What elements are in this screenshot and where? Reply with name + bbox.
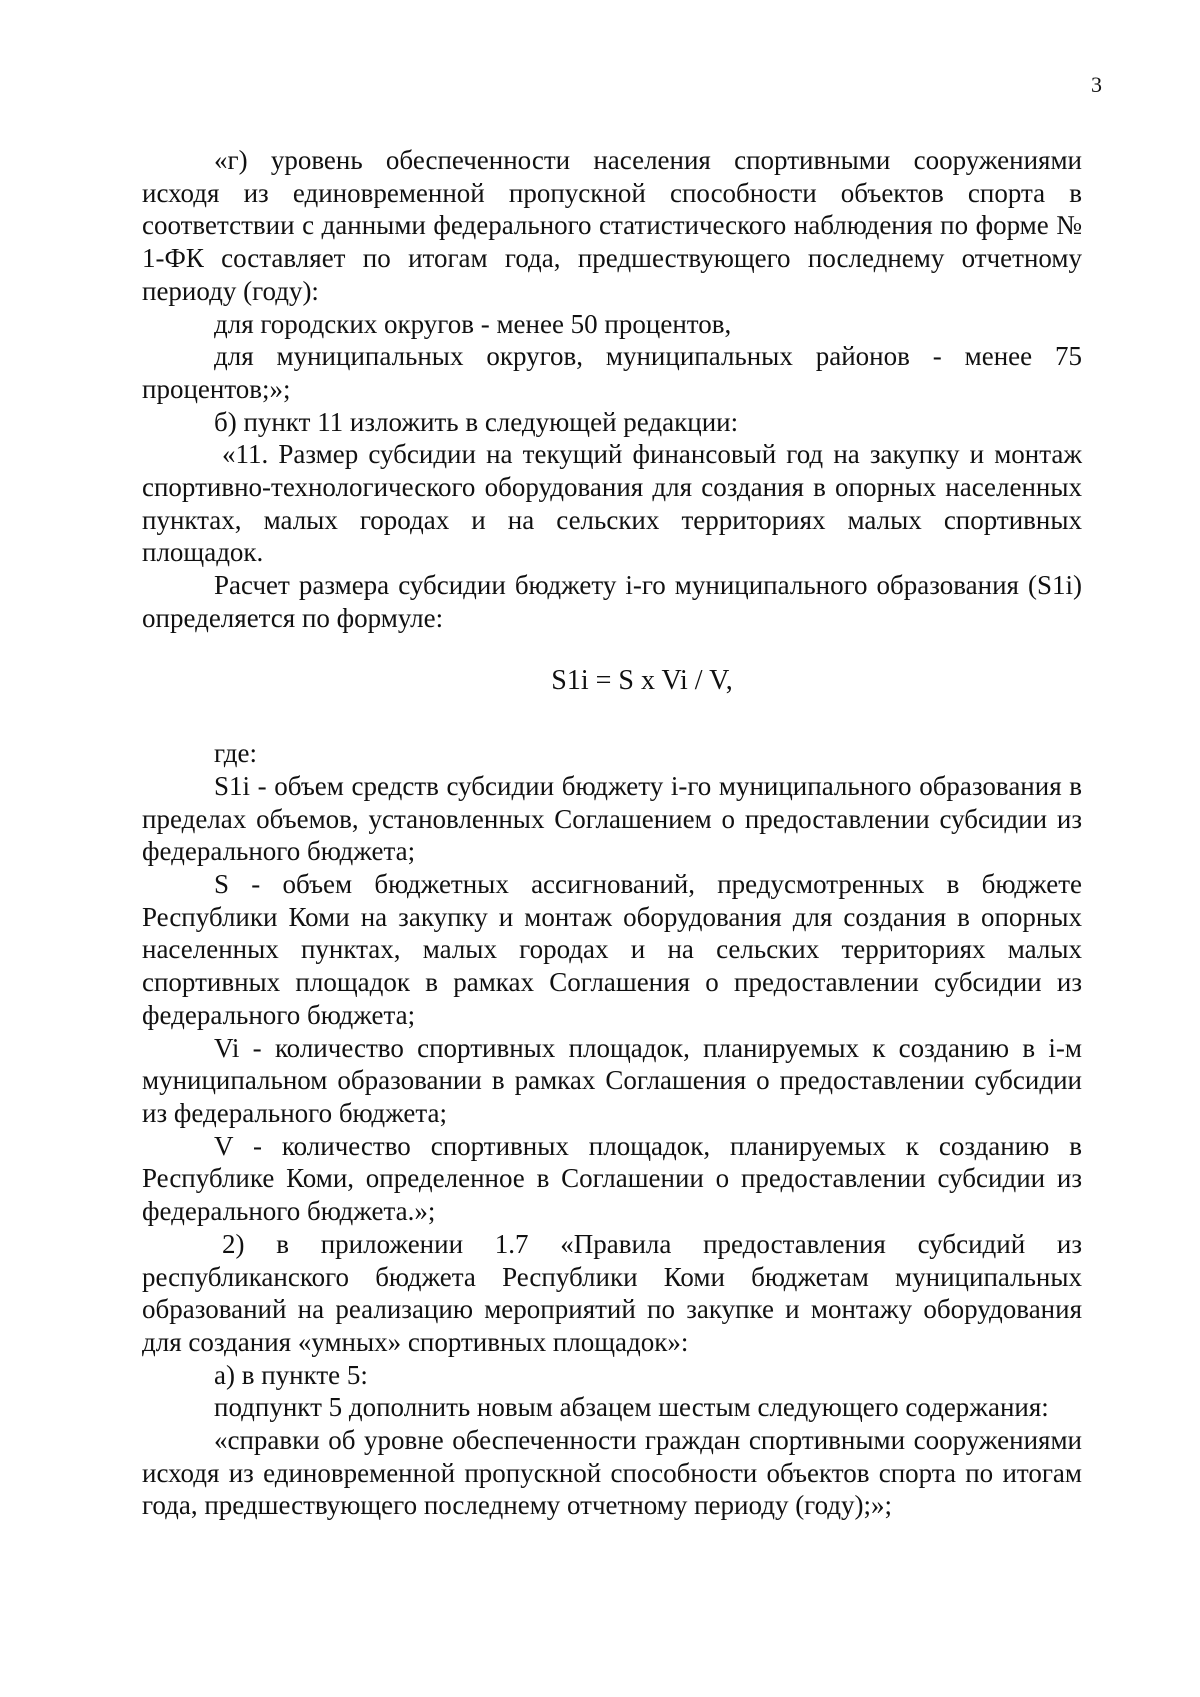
paragraph-city-districts: для городских округов - менее 50 процентов, (214, 308, 732, 339)
page-number: 3 (1091, 72, 1102, 97)
paragraph-subpoint-5: подпункт 5 дополнить новым абзацем шестым следующего содержания: (214, 1392, 1049, 1423)
paragraph-appendix-1-7: 2) в приложении 1.7 «Правила предоставления субсидий из республиканского бюджета Республики Коми бюджетам муниципальных образований на реализацию мероприятий по закупке и монтажу оборудования для создания «умных» спортивных площадок»: (142, 1228, 1082, 1357)
paragraph-calculation: Расчет размера субсидии бюджету i-го муниципального образования (S1i) определяется по формуле: (142, 570, 1082, 633)
definition-vi: Vi - количество спортивных площадок, планируемых к созданию в i-м муниципальном образовании в рамках Соглашения о предоставлении субсидии из федерального бюджета; (142, 1032, 1082, 1128)
definition-v: V - количество спортивных площадок, планируемых к созданию в Республике Коми, определенное в Соглашении о предоставлении субсидии из федерального бюджета.»; (142, 1130, 1082, 1227)
paragraph-point-11: «11. Размер субсидии на текущий финансовый год на закупку и монтаж спортивно-технологического оборудования для создания в опорных населенных пунктах, малых городах и на сельских территориях малых спортивных площадок. (142, 439, 1082, 568)
definition-s: S - объем бюджетных ассигнований, предусмотренных в бюджете Республики Коми на закупку и монтаж оборудования для создания в опорных населенных пунктах, малых городах и на сельских территориях малых спортивных площадок в рамках Соглашения о предоставлении субсидии из федерального бюджета; (142, 869, 1082, 1030)
paragraph-municipal-districts: для муниципальных округов, муниципальных районов - менее 75 процентов;»; (142, 341, 1082, 404)
paragraph-item-b: б) пункт 11 изложить в следующей редакции: (214, 406, 739, 437)
paragraph-item-a: а) в пункте 5: (214, 1359, 368, 1390)
definition-s1i: S1i - объем средств субсидии бюджету i-го муниципального образования в пределах объемов, установленных Соглашением о предоставлении субсидии из федерального бюджета; (142, 770, 1082, 867)
document-body (142, 144, 1082, 1522)
paragraph-where: где: (214, 738, 257, 769)
paragraph-certificate: «справки об уровне обеспеченности граждан спортивными сооружениями исходя из единовременной пропускной способности объектов спорта по итогам года, предшествующего последнему отчетному периоду (году);»; (142, 1425, 1082, 1521)
paragraph-item-g: «г) уровень обеспеченности населения спортивными сооружениями исходя из единовременной пропускной способности объектов спорта в соответствии с данными федерального статистического наблюдения по форме № 1-ФК составляет по итогам года, предшествующего последнему отчетному периоду (году): (142, 145, 1082, 306)
formula: S1i = S x Vi / V, (551, 664, 733, 696)
